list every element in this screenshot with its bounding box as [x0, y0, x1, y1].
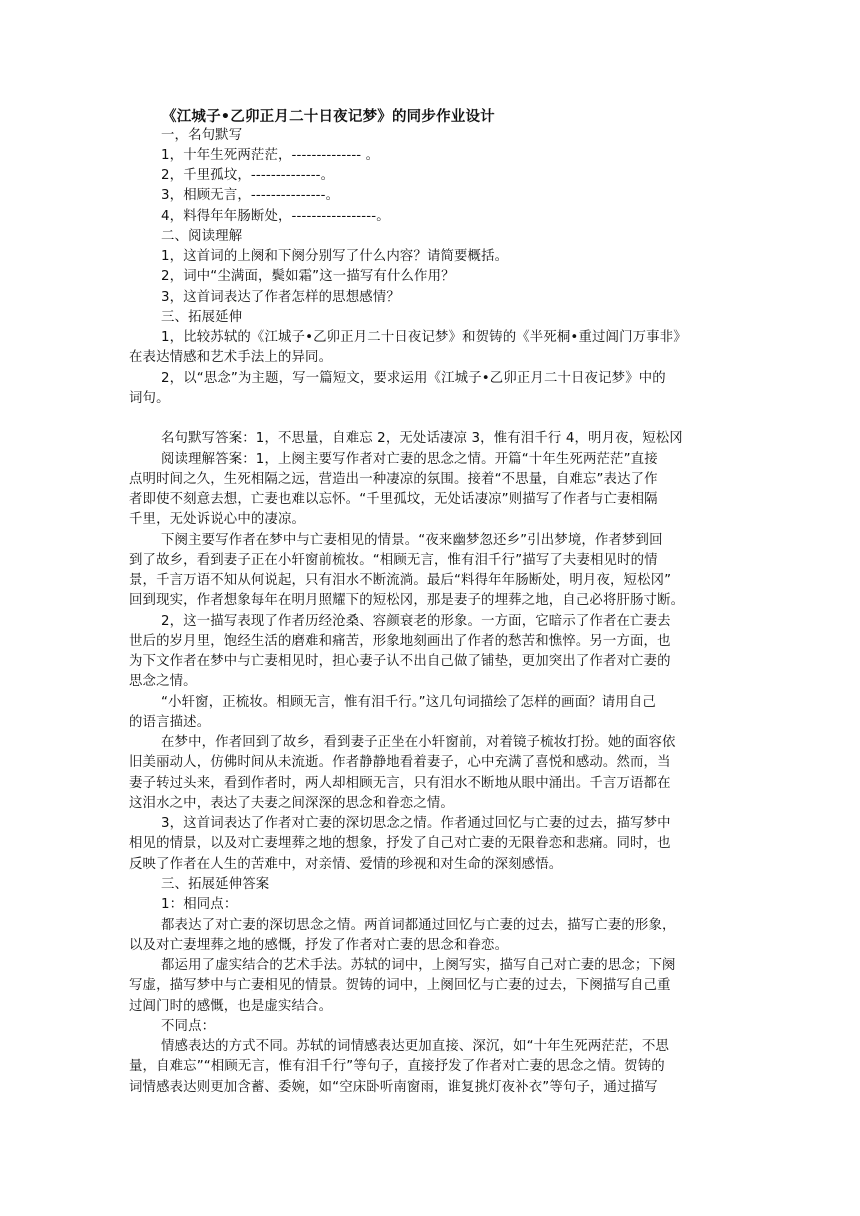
text-line: 者即使不刻意去想，亡妻也难以忘怀。“千里孤坟，无处话凄凉”则描写了作者与亡妻相隔	[129, 492, 658, 507]
text-line: 到了故乡，看到妻子正在小轩窗前梳妆。“相顾无言，惟有泪千行”描写了夫妻相见时的情	[129, 553, 658, 568]
text-line: 1，这首词的上阕和下阕分别写了什么内容？请简要概括。	[161, 249, 509, 264]
text-line: 旧美丽动人，仿佛时间从未流逝。作者静静地看着妻子，心中充满了喜悦和感动。然而，当	[129, 755, 671, 770]
text-line: 2，以“思念”为主题，写一篇短文，要求运用《江城子•乙卯正月二十日夜记梦》中的	[161, 371, 666, 386]
text-line: 2，词中“尘满面，鬓如霜”这一描写有什么作用？	[161, 269, 455, 284]
text-line: 写虚，描写梦中与亡妻相见的情景。贺铸的词中，上阕回忆与亡妻的过去，下阕描写自己重	[129, 978, 671, 993]
text-line: 在梦中，作者回到了故乡，看到妻子正坐在小轩窗前，对着镜子梳妆打扮。她的面容依	[161, 735, 676, 750]
text-line: 3，相顾无言，---------------。	[161, 188, 340, 203]
text-line: 世后的岁月里，饱经生活的磨难和痛苦，形象地刻画出了作者的愁苦和憔悴。另一方面，也	[129, 634, 671, 649]
text-line: 景，千言万语不知从何说起，只有泪水不断流淌。最后“料得年年肠断处，明月夜，短松冈”	[129, 573, 672, 588]
text-line: 名句默写答案：1，不思量，自难忘 2，无处话凄凉 3，惟有泪千行 4，明月夜，短松冈	[161, 431, 683, 446]
text-line: 的语言描述。	[129, 715, 211, 730]
text-line: 阅读理解答案：1，上阕主要写作者对亡妻的思念之情。开篇“十年生死两茫茫”直接	[161, 452, 658, 467]
text-line: 反映了作者在人生的苦难中，对亲情、爱情的珍视和对生命的深刻感悟。	[129, 857, 563, 872]
text-line: 1：相同点：	[161, 897, 238, 912]
text-line: 3，这首词表达了作者怎样的思想感情？	[161, 290, 400, 305]
text-line: 量，自难忘”“相顾无言，惟有泪千行”等句子，直接抒发了作者对亡妻的思念之情。贺铸的	[129, 1059, 665, 1074]
text-line: 都运用了虚实结合的艺术手法。苏轼的词中，上阕写实，描写自己对亡妻的思念；下阕	[161, 958, 676, 973]
document-title: 《江城子•乙卯正月二十日夜记梦》的同步作业设计	[162, 109, 495, 125]
text-line: 1，比较苏轼的《江城子•乙卯正月二十日夜记梦》和贺铸的《半死桐•重过阊门万事非》	[161, 330, 687, 345]
text-line: 相见的情景，以及对亡妻埋葬之地的想象，抒发了自己对亡妻的无限眷恋和悲痛。同时，也	[129, 836, 671, 851]
text-line: 一，名句默写	[161, 128, 243, 143]
text-line: 思念之情。	[129, 674, 197, 689]
text-line: 在表达情感和艺术手法上的异同。	[129, 350, 333, 365]
text-line: 1，十年生死两茫茫，-------------- 。	[161, 148, 380, 163]
text-line: 过阊门时的感慨，也是虚实结合。	[129, 999, 333, 1014]
text-line: 2，千里孤坟，--------------。	[161, 168, 335, 183]
text-line: 为下文作者在梦中与亡妻相见时，担心妻子认不出自己做了铺垫，更加突出了作者对亡妻的	[129, 654, 671, 669]
text-line: 妻子转过头来，看到作者时，两人却相顾无言，只有泪水不断地从眼中涌出。千言万语都在	[129, 776, 671, 791]
text-line: 不同点：	[161, 1019, 216, 1034]
text-line: 下阕主要写作者在梦中与亡妻相见的情景。“夜来幽梦忽还乡”引出梦境，作者梦到回	[161, 533, 663, 548]
text-line: 词句。	[129, 391, 170, 406]
text-line: 情感表达的方式不同。苏轼的词情感表达更加直接、深沉，如“十年生死两茫茫，不思	[161, 1039, 670, 1054]
text-line: 三、拓展延伸	[161, 310, 243, 325]
text-line: 千里，无处诉说心中的凄凉。	[129, 512, 306, 527]
text-line: 三、拓展延伸答案	[161, 877, 270, 892]
text-line: 词情感表达则更加含蓄、委婉，如“空床卧听南窗雨，谁复挑灯夜补衣”等句子，通过描写	[129, 1080, 658, 1095]
text-line: 回到现实，作者想象每年在明月照耀下的短松冈，那是妻子的埋葬之地，自己必将肝肠寸断。	[129, 593, 685, 608]
text-line: 二、阅读理解	[161, 229, 243, 244]
text-line: “小轩窗，正梳妆。相顾无言，惟有泪千行。”这几句词描绘了怎样的画面？请用自己	[161, 695, 656, 710]
text-line: 都表达了对亡妻的深切思念之情。两首词都通过回忆与亡妻的过去，描写亡妻的形象，	[161, 918, 676, 933]
text-line: 这泪水之中，表达了夫妻之间深深的思念和眷恋之情。	[129, 796, 454, 811]
text-line: 点明时间之久，生死相隔之远，营造出一种凄凉的氛围。接着“不思量，自难忘”表达了作	[129, 472, 658, 487]
text-line: 以及对亡妻埋葬之地的感慨，抒发了作者对亡妻的思念和眷恋。	[129, 938, 509, 953]
text-line: 3，这首词表达了作者对亡妻的深切思念之情。作者通过回忆与亡妻的过去，描写梦中	[161, 816, 671, 831]
text-line: 2，这一描写表现了作者历经沧桑、容颜衰老的形象。一方面，它暗示了作者在亡妻去	[161, 614, 671, 629]
text-line: 4，料得年年肠断处，-----------------。	[161, 209, 390, 224]
